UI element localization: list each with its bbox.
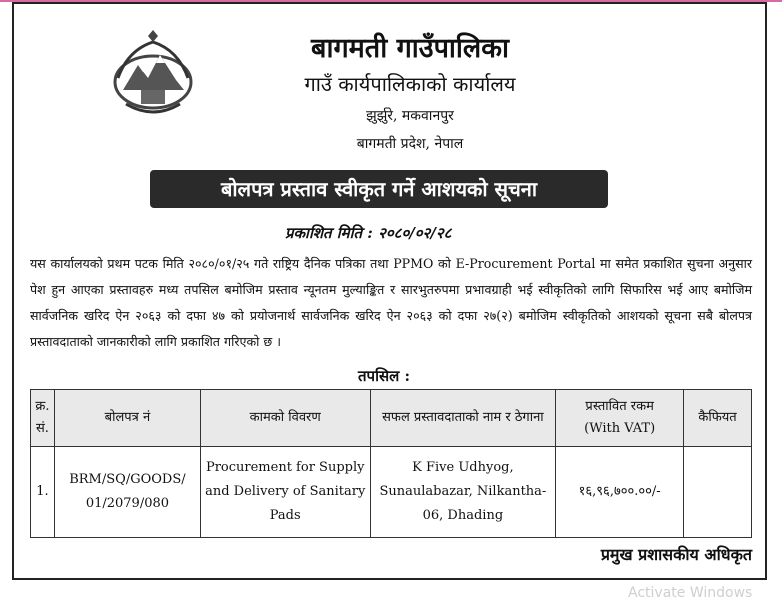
office-name: गाउँ कार्यपालिकाको कार्यालय xyxy=(304,72,516,96)
table-header-row xyxy=(31,390,752,447)
cell-bidder: K Five Udhyog, Sunaulabazar, Nilkantha-06, Dhading xyxy=(370,447,556,538)
notice-body: यस कार्यालयको प्रथम पटक मिति २०८०/०१/२५ गते राष्ट्रिय दैनिक पत्रिका तथा PPMO को E-Procurement Portal मा समेत प्रकाशित सुचना अनुसार पेश हुन आएका प्रस्तावहरु मध्य तपसिल बमोजिम प्रस्ताव न्यूनतम मुल्याङ्कित र सारभुतरुपमा प्रभावग्राही भई स्वीकृतिको लागि सिफारिस भई आए बमोजिम सार्वजनिक खरिद ऐन २०६३ को दफा ४७ को प्रयोजनार्थ सार्वजनिक खरिद ऐन २०६३ को दफा २७(२) बमोजिम स्वीकृतिको आशयको सूचना सबै बोलपत्र प्रस्तावदाताको जानकारीको लागि प्रकाशित गरिएको छ । xyxy=(30,256,752,349)
col-header-bid-no: बोलपत्र नं xyxy=(54,390,200,447)
cell-amount: १६,९६,७००.००/- xyxy=(556,447,684,538)
col-header-amount-line2: (With VAT) xyxy=(584,421,656,436)
cell-sn: 1. xyxy=(31,447,55,538)
cell-bid-no: BRM/SQ/GOODS/ 01/2079/080 xyxy=(54,447,200,538)
col-header-amount xyxy=(556,390,684,447)
col-header-bidder: सफल प्रस्तावदाताको नाम र ठेगाना xyxy=(370,390,556,447)
org-name: बागमती गाउँपालिका xyxy=(311,33,509,64)
bid-table xyxy=(30,389,752,538)
notice-title: बोलपत्र प्रस्ताव स्वीकृत गर्ने आशयको सूचना xyxy=(150,170,608,208)
cell-work-desc: Procurement for Supply and Delivery of Sanitary Pads xyxy=(200,447,370,538)
published-date: प्रकाशित मिति : २०८०/०२/२८ xyxy=(285,224,452,242)
col-header-work-desc: कामको विवरण xyxy=(200,390,370,447)
province-line: बागमती प्रदेश, नेपाल xyxy=(356,136,464,152)
schedule-label: तपसिल : xyxy=(358,367,411,385)
government-emblem-icon xyxy=(108,30,198,120)
office-address: झुर्झुरे, मकवानपुर xyxy=(366,108,454,124)
table-row xyxy=(31,447,752,538)
cell-remarks xyxy=(684,447,752,538)
signature-title: प्रमुख प्रशासकीय अधिकृत xyxy=(600,545,752,564)
col-header-sn: क्र. सं. xyxy=(31,390,55,447)
col-header-remarks: कैफियत xyxy=(684,390,752,447)
col-header-amount-line1: प्रस्तावित रकम xyxy=(585,399,654,414)
activate-windows-watermark: Activate Windows xyxy=(628,585,753,601)
